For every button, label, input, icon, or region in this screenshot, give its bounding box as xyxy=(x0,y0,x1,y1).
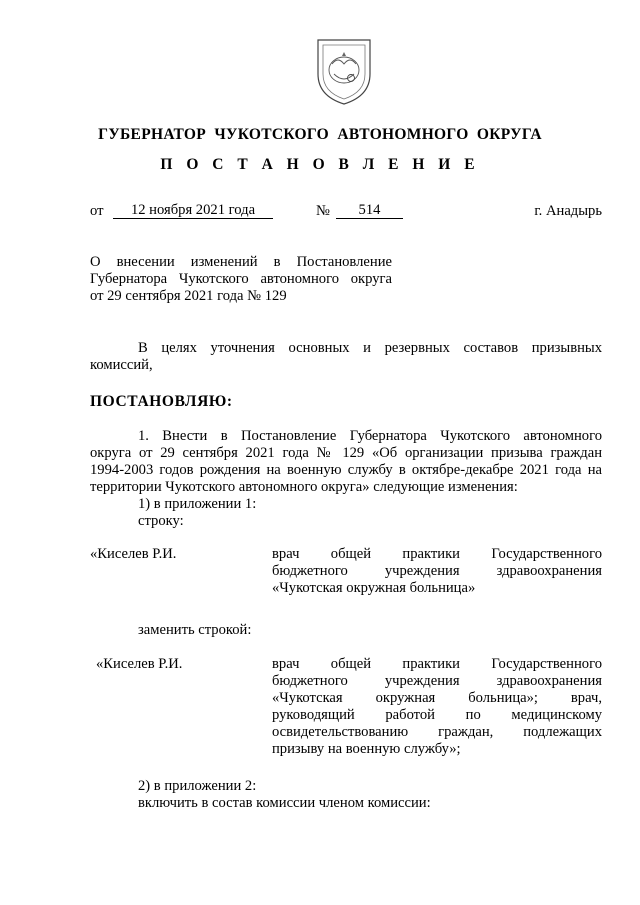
subject-line: О внесении изменений в Постановление xyxy=(90,254,392,270)
sub-item-2: 2) в приложении 2: xyxy=(138,778,257,794)
old-row-line: «Чукотская окружная больница» xyxy=(272,580,476,596)
new-row-line: призыву на военную службу»; xyxy=(272,741,461,757)
decree-number: 514 xyxy=(336,203,403,219)
preamble-line: комиссий, xyxy=(90,357,153,373)
number-label: № xyxy=(316,203,330,219)
new-row-name: «Киселев Р.И. xyxy=(96,656,183,672)
old-row-line: врач общей практики Государственного xyxy=(272,546,602,562)
new-row-line: бюджетного учреждения здравоохранения xyxy=(272,673,602,689)
row-label: строку: xyxy=(138,513,184,529)
sub-item-1: 1) в приложении 1: xyxy=(138,496,257,512)
coat-of-arms-icon xyxy=(310,34,378,106)
subject-line: Губернатора Чукотского автономного округа xyxy=(90,271,392,287)
decree-title: П О С Т А Н О В Л Е Н И Е xyxy=(160,156,480,173)
decree-date: 12 ноября 2021 года xyxy=(113,203,273,219)
subject-line: от 29 сентября 2021 года № 129 xyxy=(90,288,287,304)
item-1-line: 1. Внести в Постановление Губернатора Чукотского автономного xyxy=(138,428,602,444)
new-row-line: освидетельствованию граждан, подлежащих xyxy=(272,724,602,740)
new-row-line: руководящий работой по медицинскому xyxy=(272,707,602,723)
item-1-line: территории Чукотского автономного округа» следующие изменения: xyxy=(90,479,518,495)
item-1-line: 1994-2003 годов рождения на военную службу в октябре-декабре 2021 года на xyxy=(90,462,602,478)
decree-subject xyxy=(90,254,392,305)
old-row-name: «Киселев Р.И. xyxy=(90,546,177,562)
city: г. Анадырь xyxy=(534,203,602,219)
item-1-line: округа от 29 сентября 2021 года № 129 «Об организации призыва граждан xyxy=(90,445,602,461)
item-1 xyxy=(90,428,602,530)
preamble-line: В целях уточнения основных и резервных составов призывных xyxy=(138,340,602,356)
include-member-text: включить в состав комиссии членом комиссии: xyxy=(138,795,431,811)
old-row-line: бюджетного учреждения здравоохранения xyxy=(272,563,602,579)
from-label: от xyxy=(90,203,104,219)
new-row-line: «Чукотская окружная больница»; врач, xyxy=(272,690,602,706)
governor-title: ГУБЕРНАТОР ЧУКОТСКОГО АВТОНОМНОГО ОКРУГА xyxy=(98,126,542,143)
replace-label: заменить строкой: xyxy=(138,622,252,638)
new-row-text xyxy=(272,656,602,758)
old-row-text xyxy=(272,546,602,597)
new-row-line: врач общей практики Государственного xyxy=(272,656,602,672)
coat-of-arms-emblem xyxy=(310,34,378,106)
preamble xyxy=(90,340,602,374)
resolve-heading: ПОСТАНОВЛЯЮ: xyxy=(90,393,233,410)
